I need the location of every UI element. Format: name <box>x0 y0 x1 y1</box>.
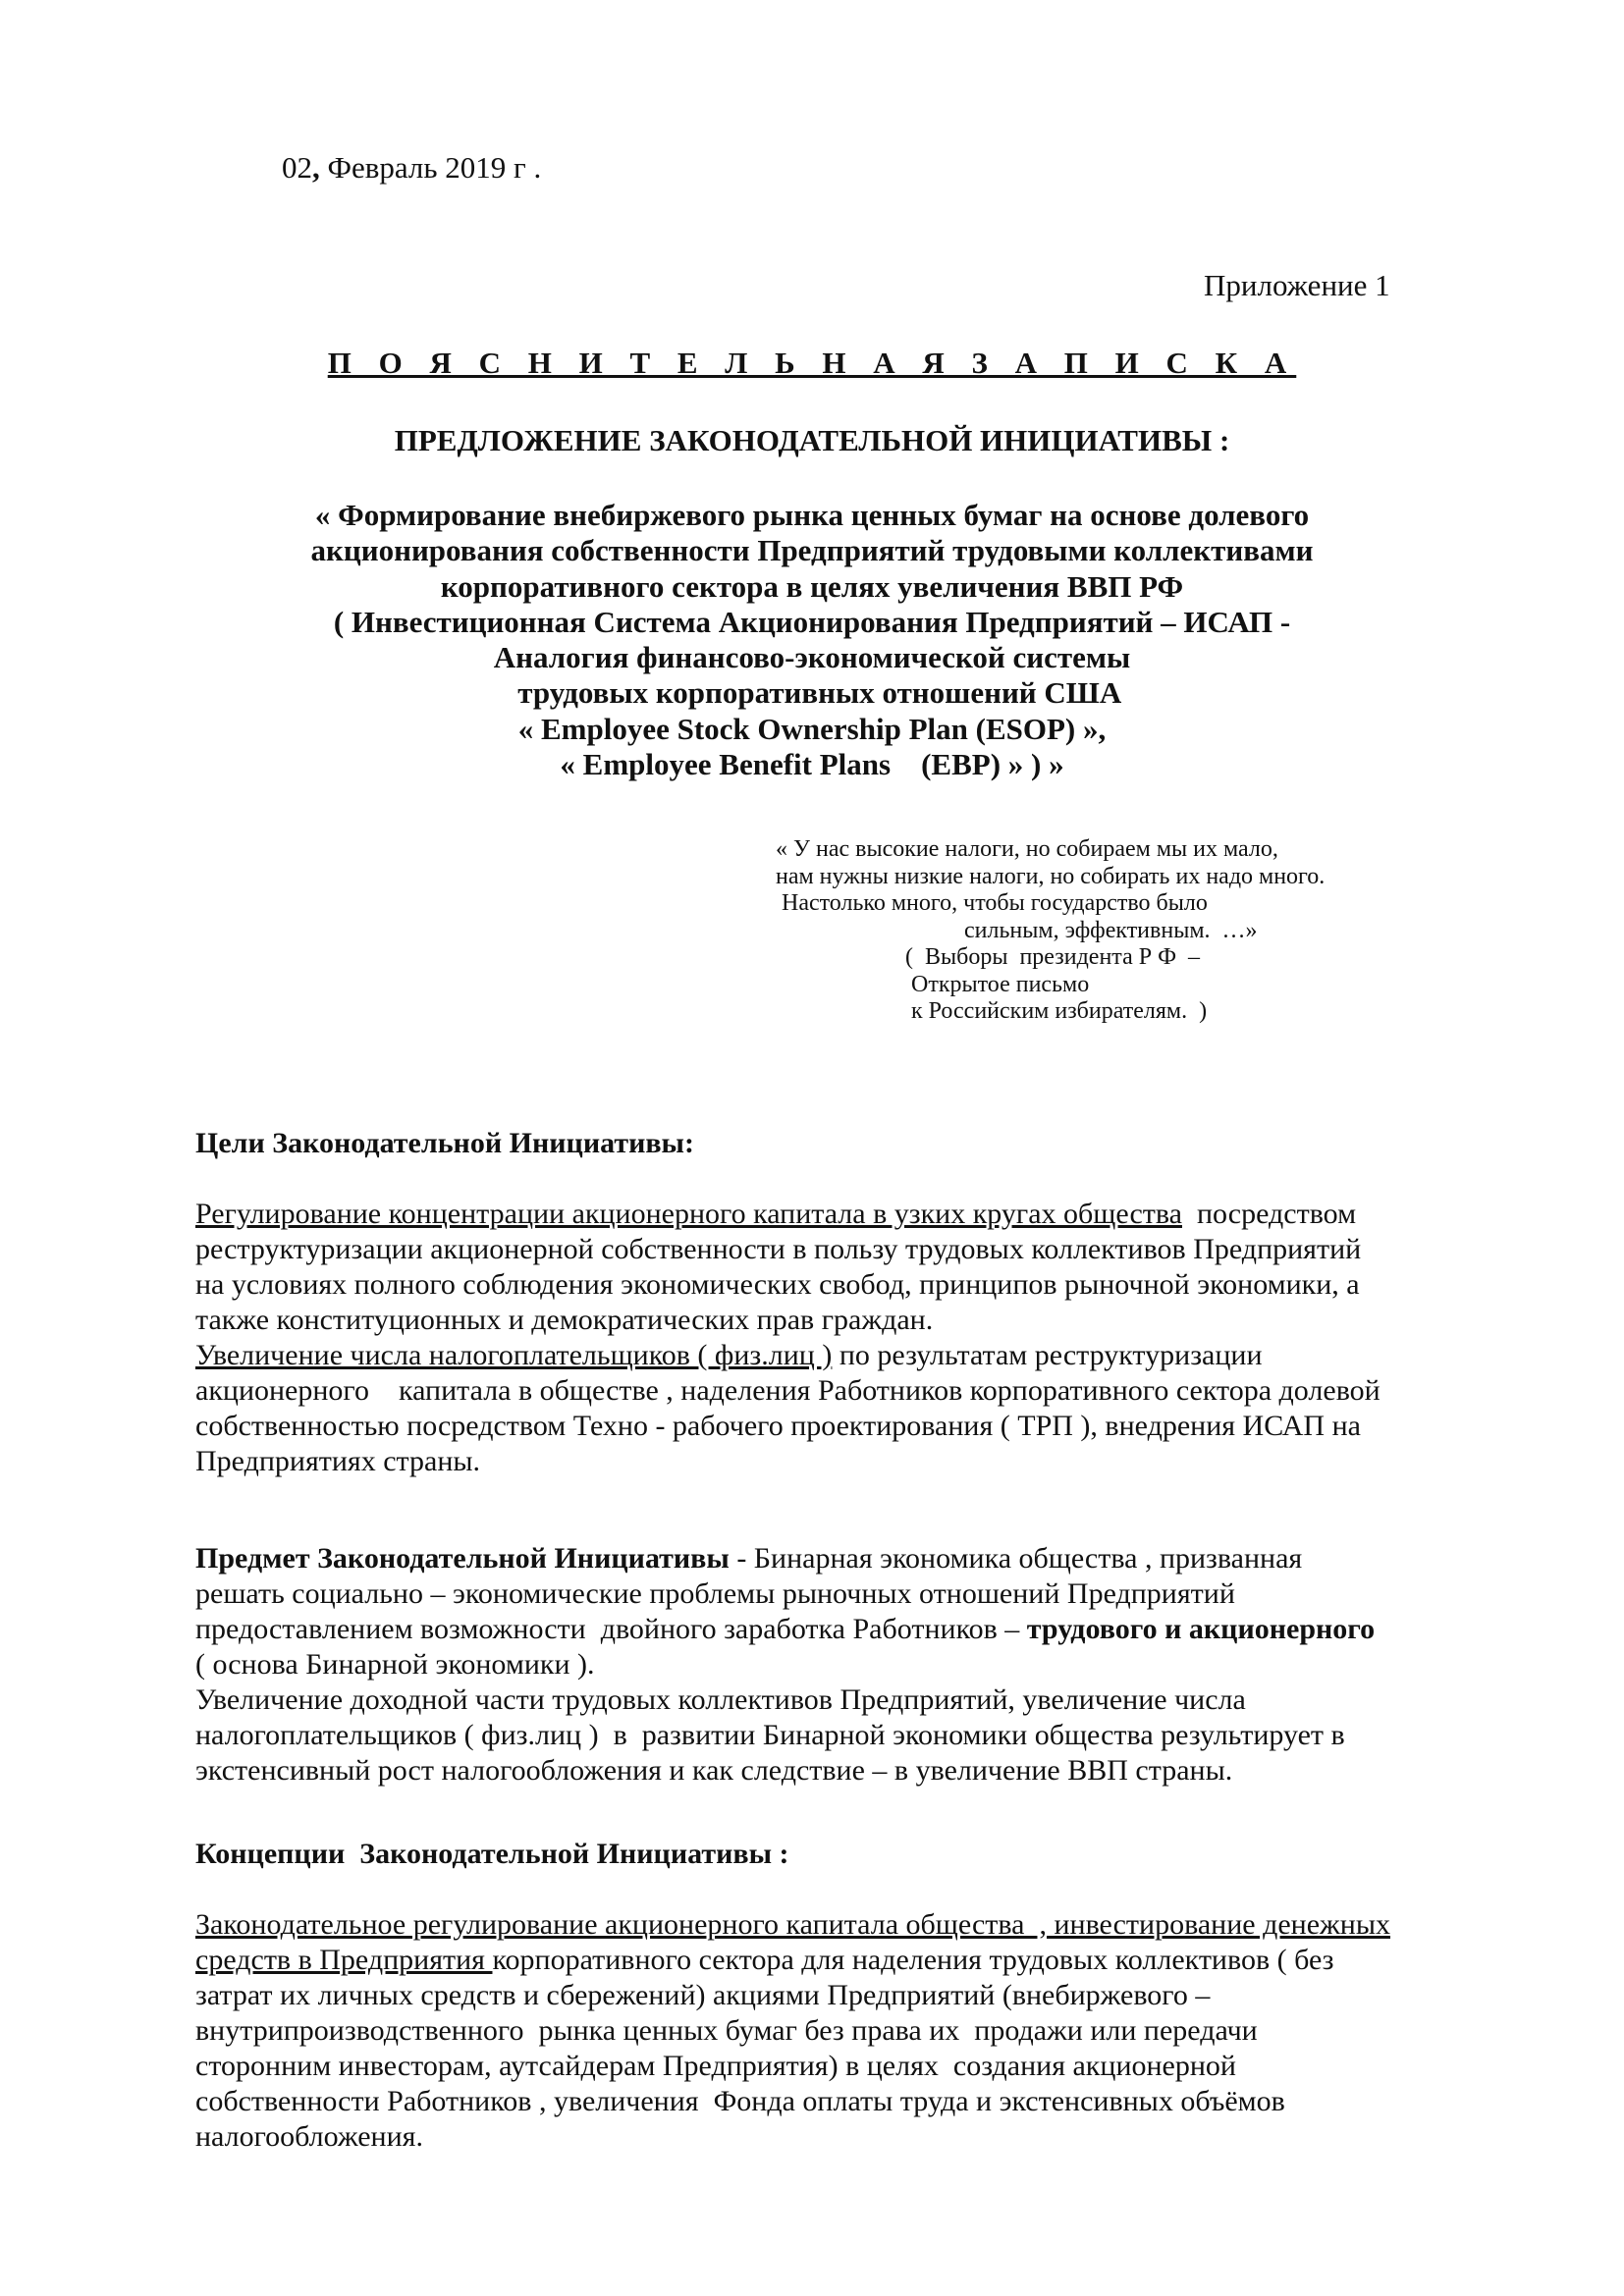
goals-paragraph-1-line <box>195 1197 1531 1232</box>
subject-line: налогоплательщиков ( физ.лиц ) в развитии Бинарной экономики общества результирует в <box>195 1719 1345 1751</box>
initiative-title-line: трудовых корпоративных отношений США <box>502 675 1122 711</box>
concepts-line: затрат их личных средств и сбережений) акциями Предприятий (внебиржевого – <box>195 1979 1211 2011</box>
concepts-line <box>195 1943 1531 1978</box>
initiative-title-line: Аналогия финансово-экономической системы <box>493 640 1131 675</box>
subject-line <box>195 1612 1531 1647</box>
subject-line: ( основа Бинарной экономики ). <box>195 1648 595 1681</box>
goals-heading: Цели Законодательной Инициативы: <box>195 1127 694 1159</box>
subject-line: Увеличение доходной части трудовых коллективов Предприятий, увеличение числа <box>195 1683 1246 1716</box>
goals-paragraph-1-line: реструктуризации акционерной собственности в пользу трудовых коллективов Предприятий <box>195 1233 1362 1265</box>
initiative-title-line: акционирования собственности Предприятий трудовыми коллективами <box>310 533 1314 568</box>
subject-line: экстенсивный рост налогообложения и как следствие – в увеличение ВВП страны. <box>195 1754 1233 1787</box>
subject-bold-phrase: трудового и акционерного <box>1026 1613 1376 1645</box>
spacer <box>195 1161 1531 1197</box>
epigraph-quote <box>776 836 1325 1026</box>
document-subtitle: ПРЕДЛОЖЕНИЕ ЗАКОНОДАТЕЛЬНОЙ ИНИЦИАТИВЫ : <box>394 423 1230 457</box>
epigraph-line: Настолько много, чтобы государство было <box>776 890 1208 916</box>
goals-paragraph-2-line: акционерного капитала в обществе , наделения Работников корпоративного сектора долевой <box>195 1374 1380 1407</box>
subject-heading: Предмет Законодательной Инициативы <box>195 1542 730 1575</box>
concepts-line: налогообложения. <box>195 2120 423 2153</box>
goals-underlined-phrase: Регулирование концентрации акционерного капитала в узких кругах общества <box>195 1198 1182 1230</box>
epigraph-line: Открытое письмо <box>776 971 1090 997</box>
goals-paragraph-2-line: собственностью посредством Техно - рабочего проектирования ( ТРП ), внедрения ИСАП на <box>195 1410 1361 1442</box>
date-month-year: Февраль 2019 г . <box>327 150 542 185</box>
initiative-title-line: ( Инвестиционная Система Акционирования Предприятий – ИСАП - <box>333 604 1291 639</box>
date-comma: , <box>312 150 320 185</box>
date-day: 02 <box>282 150 312 185</box>
goals-section <box>195 1126 1531 1479</box>
goals-paragraph-2-line <box>195 1338 1531 1373</box>
concepts-section <box>195 1837 1531 2155</box>
initiative-title-line: « Формирование внебиржевого рынка ценных бумаг на основе долевого <box>314 498 1310 532</box>
concepts-line: внутрипроизводственного рынка ценных бумаг без права их продажи или передачи <box>195 2014 1258 2047</box>
concepts-underlined-line: Законодательное регулирование акционерного капитала общества , инвестирование денежных <box>195 1908 1390 1941</box>
goals-text: посредством <box>1181 1198 1357 1230</box>
subject-text: предоставлением возможности двойного заработка Работников – <box>195 1613 1027 1645</box>
initiative-title-line: корпоративного сектора в целях увеличения ВВП РФ <box>440 568 1184 604</box>
subject-section <box>195 1541 1531 1789</box>
epigraph-line: сильным, эффективным. …» <box>776 917 1258 943</box>
document-title: П О Я С Н И Т Е Л Ь Н А Я З А П И С К А <box>327 346 1297 380</box>
epigraph-line: нам нужны низкие налоги, но собирать их надо много. <box>776 863 1326 889</box>
concepts-text: корпоративного сектора для наделения трудовых коллективов ( без <box>492 1944 1334 1976</box>
goals-paragraph-2-line: Предприятиях страны. <box>195 1445 481 1477</box>
subject-text: - Бинарная экономика общества , призванная <box>729 1542 1303 1575</box>
concepts-underlined-phrase: средств в Предприятия <box>195 1944 493 1976</box>
goals-underlined-phrase: Увеличение числа налогоплательщиков ( физ.лиц ) <box>195 1339 833 1371</box>
goals-paragraph-1-line: также конституционных и демократических прав граждан. <box>195 1304 934 1336</box>
goals-text: по результатам реструктуризации <box>832 1339 1263 1371</box>
epigraph-line: ( Выборы президента Р Ф – <box>776 944 1201 970</box>
subject-line: решать социально – экономические проблемы рыночных отношений Предприятий <box>195 1577 1235 1610</box>
initiative-title-block <box>0 498 1624 782</box>
appendix-label: Приложение 1 <box>1204 268 1390 302</box>
concepts-line: собственности Работников , увеличения Фонда оплаты труда и экстенсивных объёмов <box>195 2085 1285 2117</box>
initiative-title-line: « Employee Stock Ownership Plan (ESOP) », <box>517 711 1107 746</box>
initiative-title-line: « Employee Benefit Plans (EBP) » ) » <box>560 747 1064 782</box>
concepts-line: сторонним инвесторам, аутсайдерам Предприятия) в целях создания акционерной <box>195 2050 1236 2082</box>
subject-heading-line <box>195 1541 1531 1576</box>
epigraph-line: к Российским избирателям. ) <box>776 998 1208 1024</box>
concepts-heading: Концепции Законодательной Инициативы : <box>195 1838 789 1870</box>
document-date <box>282 150 541 186</box>
epigraph-line: « У нас высокие налоги, но собираем мы их мало, <box>776 836 1278 862</box>
goals-paragraph-1-line: на условиях полного соблюдения экономических свобод, принципов рыночной экономики, а <box>195 1268 1360 1301</box>
spacer <box>195 1872 1531 1907</box>
